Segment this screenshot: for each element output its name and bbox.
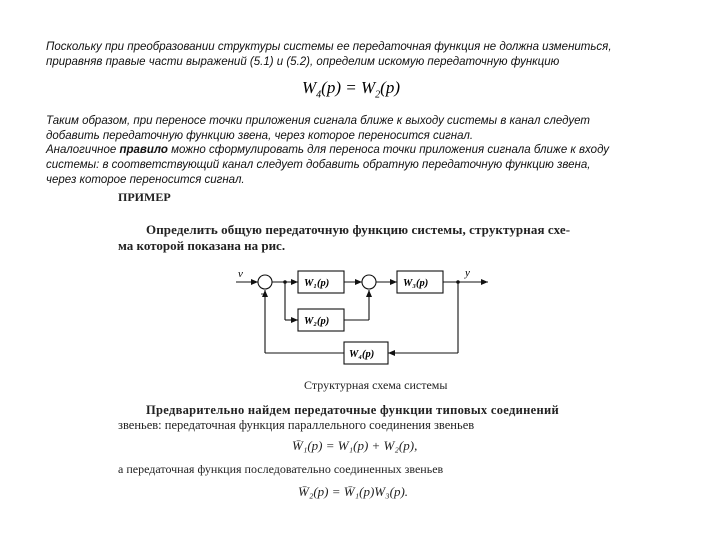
formula-series: W̄₂(p) = W̄₁(p)W₃(p).: [298, 484, 409, 499]
diagram-caption: Структурная схема системы: [304, 378, 448, 392]
intro-line-2: приравняв правые части выражений (5.1) и (5.2), определим искомую передаточную функцию: [46, 56, 560, 68]
explanation-line-1: Предварительно найдем передаточные функции типовых соединений: [146, 403, 559, 417]
label-input-v: v: [238, 268, 243, 280]
explanation-line-3: а передаточная функция последовательно соединенных звеньев: [118, 462, 444, 476]
rule-bold-word: правило: [119, 144, 168, 156]
explanation-line-2: звеньев: передаточная функция параллельного соединения звеньев: [118, 418, 475, 432]
label-w1: W₁(p): [304, 278, 330, 289]
example-heading: ПРИМЕР: [118, 190, 171, 204]
label-w2: W₂(p): [304, 316, 330, 327]
branch-point-1: [283, 280, 287, 284]
summing-junction-1: [258, 275, 272, 289]
example-task-line-1: Определить общую передаточную функцию системы, структурная схе-: [146, 222, 571, 237]
body-line-2: добавить передаточную функцию звена, через которое переносится сигнал.: [46, 130, 474, 142]
example-task-line-2: ма которой показана на рис.: [118, 238, 286, 253]
rule-line: Аналогичное правило можно сформулировать для переноса точки приложения сигнала ближе к входу: [46, 144, 610, 156]
label-output-y: y: [465, 267, 470, 279]
branch-point-2: [456, 280, 460, 284]
summing-junction-2: [362, 275, 376, 289]
body-line-1: Таким образом, при переносе точки приложения сигнала ближе к выходу системы в канал следует: [46, 115, 590, 127]
formula-w4-equals-w2: $W_4(p) = W_2(p)$: [302, 78, 400, 101]
formula-parallel: W̄₁(p) = W₁(p) + W₂(p),: [292, 438, 418, 453]
intro-line-1: Поскольку при преобразовании структуры системы ее передаточная функция не должна измениться,: [46, 41, 612, 53]
label-w4: W₄(p): [349, 349, 375, 360]
body-line-3: системы: в соответствующий канал следует добавить обратную передаточную функцию звена,: [46, 159, 591, 171]
body-line-4: через которое переносится сигнал.: [46, 174, 245, 186]
label-w3: W₃(p): [403, 278, 429, 289]
